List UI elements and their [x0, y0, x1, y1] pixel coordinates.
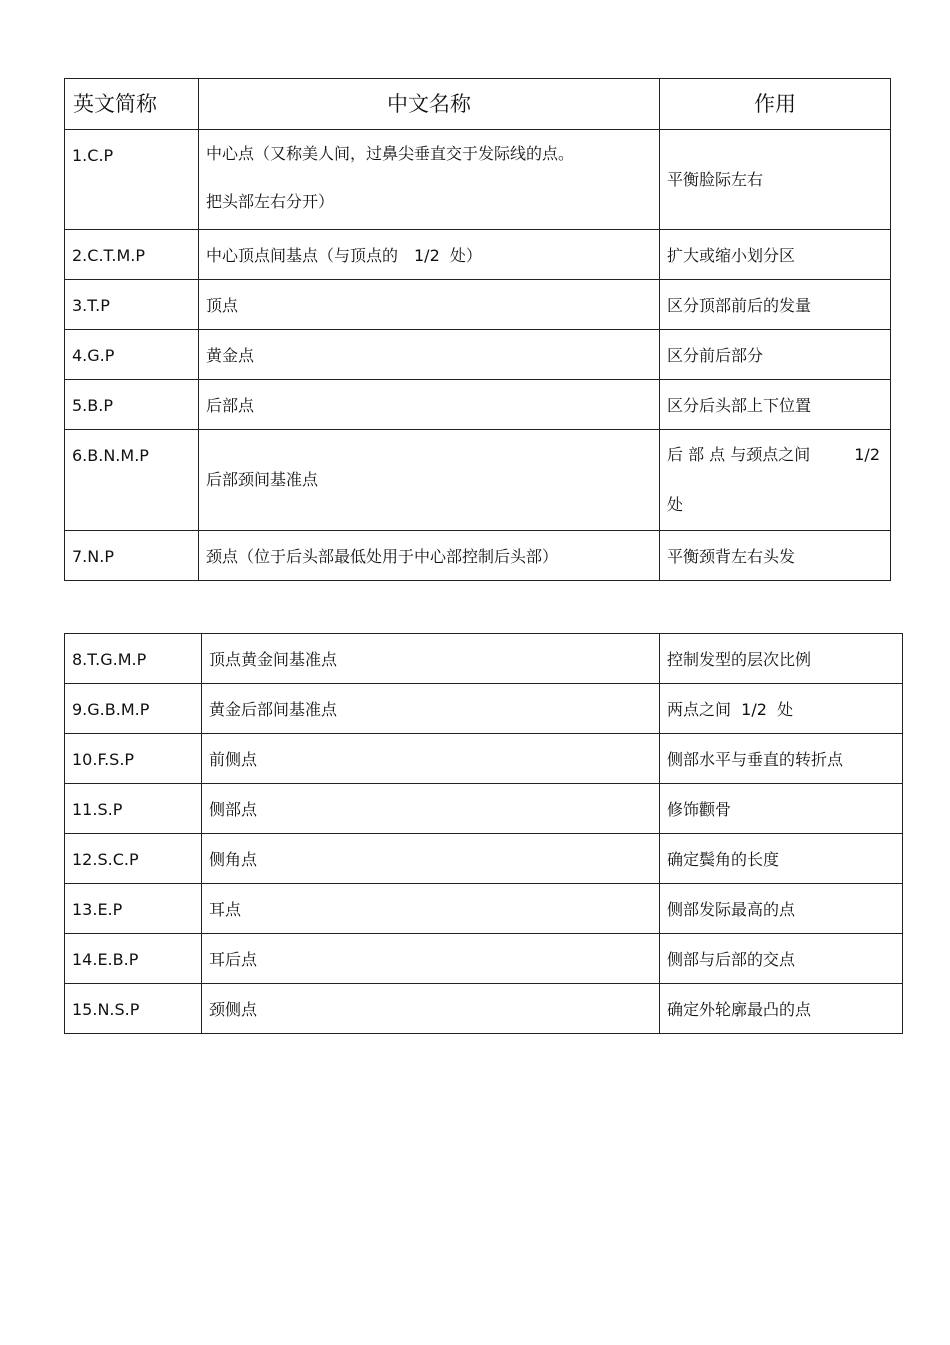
hair-points-table-1 [64, 78, 891, 581]
table-row [65, 634, 903, 684]
use-line [667, 430, 880, 480]
abbr-cell: 6.B.N.M.P [65, 430, 199, 531]
name-cell: 中心顶点间基点（与顶点的 1/2 处） [199, 230, 660, 280]
abbr-cell: 9.G.B.M.P [65, 684, 202, 734]
abbr-cell: 10.F.S.P [65, 734, 202, 784]
abbr-cell: 12.S.C.P [65, 834, 202, 884]
table-row [65, 280, 891, 330]
name-cell: 黄金点 [199, 330, 660, 380]
table-row [65, 934, 903, 984]
name-cell: 耳点 [202, 884, 660, 934]
header-function: 作用 [660, 79, 891, 130]
abbr-cell: 8.T.G.M.P [65, 634, 202, 684]
use-cell: 区分后头部上下位置 [660, 380, 891, 430]
name-cell: 后部点 [199, 380, 660, 430]
table-row [65, 784, 903, 834]
name-line: 把头部左右分开） [206, 192, 335, 211]
table-row [65, 984, 903, 1034]
name-cell: 侧角点 [202, 834, 660, 884]
use-cell: 控制发型的层次比例 [660, 634, 903, 684]
table-row [65, 380, 891, 430]
name-cell: 侧部点 [202, 784, 660, 834]
use-line-fraction: 1/2 [854, 445, 880, 464]
use-cell: 确定鬓角的长度 [660, 834, 903, 884]
table-row [65, 130, 891, 230]
name-line: 中心点（又称美人间，过鼻尖垂直交于发际线的点。 [206, 144, 575, 163]
table-row [65, 684, 903, 734]
abbr-cell: 1.C.P [65, 130, 199, 230]
use-cell: 区分前后部分 [660, 330, 891, 380]
use-cell: 平衡颈背左右头发 [660, 531, 891, 581]
use-cell: 侧部水平与垂直的转折点 [660, 734, 903, 784]
name-cell: 黄金后部间基准点 [202, 684, 660, 734]
use-cell: 修饰颧骨 [660, 784, 903, 834]
table-row [65, 884, 903, 934]
abbr-cell: 13.E.P [65, 884, 202, 934]
table-row [65, 430, 891, 531]
table-row [65, 230, 891, 280]
name-cell [199, 130, 660, 230]
abbr-cell: 5.B.P [65, 380, 199, 430]
abbr-cell: 4.G.P [65, 330, 199, 380]
hair-points-table-2 [64, 633, 903, 1034]
name-cell: 耳后点 [202, 934, 660, 984]
header-chinese-name: 中文名称 [199, 79, 660, 130]
use-cell: 确定外轮廓最凸的点 [660, 984, 903, 1034]
use-cell: 平衡脸际左右 [660, 130, 891, 230]
name-cell: 顶点黄金间基准点 [202, 634, 660, 684]
use-cell: 侧部发际最高的点 [660, 884, 903, 934]
abbr-cell: 3.T.P [65, 280, 199, 330]
abbr-cell: 7.N.P [65, 531, 199, 581]
use-cell: 扩大或缩小划分区 [660, 230, 891, 280]
use-line: 处 [667, 495, 684, 514]
abbr-cell: 2.C.T.M.P [65, 230, 199, 280]
use-cell [660, 430, 891, 531]
name-cell: 颈点（位于后头部最低处用于中心部控制后头部） [199, 531, 660, 581]
table-row [65, 734, 903, 784]
abbr-cell: 15.N.S.P [65, 984, 202, 1034]
table-row [65, 834, 903, 884]
use-line-text: 后 部 点 与颈点之间 [667, 445, 811, 464]
table-header-row [65, 79, 891, 130]
name-cell: 前侧点 [202, 734, 660, 784]
table-row [65, 531, 891, 581]
name-cell: 顶点 [199, 280, 660, 330]
name-cell: 颈侧点 [202, 984, 660, 1034]
table-row [65, 330, 891, 380]
use-cell: 两点之间 1/2 处 [660, 684, 903, 734]
abbr-cell: 11.S.P [65, 784, 202, 834]
use-cell: 侧部与后部的交点 [660, 934, 903, 984]
use-cell: 区分顶部前后的发量 [660, 280, 891, 330]
header-abbr: 英文简称 [65, 79, 199, 130]
abbr-cell: 14.E.B.P [65, 934, 202, 984]
name-cell: 后部颈间基准点 [199, 430, 660, 531]
